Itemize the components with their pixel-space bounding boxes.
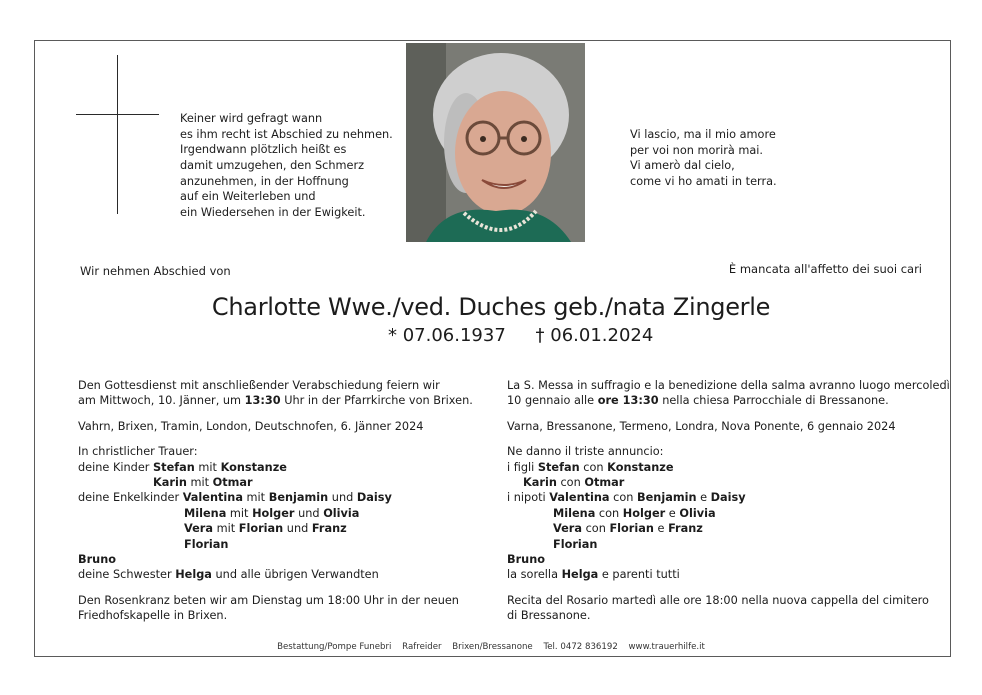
relative-line: Bruno bbox=[78, 552, 117, 566]
rosary-line: Friedhofskapelle in Brixen. bbox=[78, 609, 228, 623]
poem-german bbox=[180, 111, 393, 221]
sister-line: deine Schwester Helga und alle übrigen Verwandten bbox=[78, 568, 379, 582]
death-date: † 06.01.2024 bbox=[535, 325, 654, 346]
italian-column bbox=[507, 378, 950, 623]
poem-line: es ihm recht ist Abschied zu nehmen. bbox=[180, 127, 393, 141]
poem-line: ein Wiedersehen in der Ewigkeit. bbox=[180, 206, 366, 220]
poem-line: auf ein Weiterleben und bbox=[180, 190, 316, 204]
poem-line: anzunehmen, in der Hoffnung bbox=[180, 174, 349, 188]
places-line: Vahrn, Brixen, Tramin, London, Deutschnofen, 6. Jänner 2024 bbox=[78, 419, 424, 433]
rosary-line: Recita del Rosario martedì alle ore 18:00 nella nuova cappella del cimitero bbox=[507, 593, 929, 607]
portrait-image bbox=[406, 43, 585, 242]
children-line: Karin mit Otmar bbox=[153, 475, 253, 489]
children-line: i figli Stefan con Konstanze bbox=[507, 460, 674, 474]
service-line: Den Gottesdienst mit anschließender Verabschiedung feiern wir bbox=[78, 379, 440, 392]
poem-italian bbox=[630, 127, 777, 190]
rosary-line: Den Rosenkranz beten wir am Dienstag um 18:00 Uhr in der neuen bbox=[78, 593, 459, 607]
footer-service: Bestattung/Pompe Funebri bbox=[277, 642, 392, 652]
poem-line: Vi lascio, ma il mio amore bbox=[630, 128, 776, 141]
german-column bbox=[78, 378, 473, 623]
poem-line: Irgendwann plötzlich heißt es bbox=[180, 143, 347, 157]
places-line: Varna, Bressanone, Termeno, Londra, Nova Ponente, 6 gennaio 2024 bbox=[507, 419, 896, 433]
grandchildren-line: Florian bbox=[184, 537, 229, 551]
footer-company: Rafreider bbox=[402, 642, 442, 652]
mourning-heading: Ne danno il triste annuncio: bbox=[507, 445, 664, 459]
cross-icon-horizontal bbox=[76, 114, 159, 115]
life-dates bbox=[388, 325, 653, 346]
rosary-line: di Bressanone. bbox=[507, 609, 591, 623]
farewell-italian: È mancata all'affetto dei suoi cari bbox=[728, 262, 922, 276]
service-line: 10 gennaio alle ore 13:30 nella chiesa Parrocchiale di Bressanone. bbox=[507, 394, 889, 408]
grandchildren-line: Milena con Holger e Olivia bbox=[553, 506, 716, 520]
grandchildren-line: deine Enkelkinder Valentina mit Benjamin und Daisy bbox=[78, 491, 392, 505]
deceased-name: Charlotte Wwe./ved. Duches geb./nata Zingerle bbox=[211, 293, 771, 321]
mourning-heading: In christlicher Trauer: bbox=[78, 445, 198, 459]
service-line: am Mittwoch, 10. Jänner, um 13:30 Uhr in der Pfarrkirche von Brixen. bbox=[78, 394, 473, 408]
grandchildren-line: i nipoti Valentina con Benjamin e Daisy bbox=[507, 491, 746, 505]
footer-city: Brixen/Bressanone bbox=[452, 642, 533, 652]
grandchildren-line: Florian bbox=[553, 537, 598, 551]
funeral-home-footer bbox=[0, 642, 982, 652]
farewell-german: Wir nehmen Abschied von bbox=[80, 264, 231, 278]
grandchildren-line: Milena mit Holger und Olivia bbox=[184, 506, 360, 520]
poem-line: per voi non morirà mai. bbox=[630, 143, 764, 157]
poem-line: come vi ho amati in terra. bbox=[630, 175, 777, 189]
poem-line: Keiner wird gefragt wann bbox=[180, 112, 323, 125]
birth-date: * 07.06.1937 bbox=[388, 325, 506, 346]
children-line: Karin con Otmar bbox=[523, 475, 625, 489]
relative-line: Bruno bbox=[507, 552, 546, 566]
grandchildren-line: Vera con Florian e Franz bbox=[553, 522, 703, 536]
footer-website[interactable]: www.trauerhilfe.it bbox=[628, 642, 705, 652]
sister-line: la sorella Helga e parenti tutti bbox=[507, 568, 680, 582]
service-line: La S. Messa in suffragio e la benedizione della salma avranno luogo mercoledì bbox=[507, 379, 950, 392]
poem-line: damit umzugehen, den Schmerz bbox=[180, 159, 365, 173]
children-line: deine Kinder Stefan mit Konstanze bbox=[78, 460, 287, 474]
grandchildren-line: Vera mit Florian und Franz bbox=[184, 522, 347, 536]
footer-phone: Tel. 0472 836192 bbox=[543, 642, 618, 652]
poem-line: Vi amerò dal cielo, bbox=[630, 159, 735, 173]
portrait-photo bbox=[406, 43, 585, 242]
cross-icon-vertical bbox=[117, 55, 118, 214]
